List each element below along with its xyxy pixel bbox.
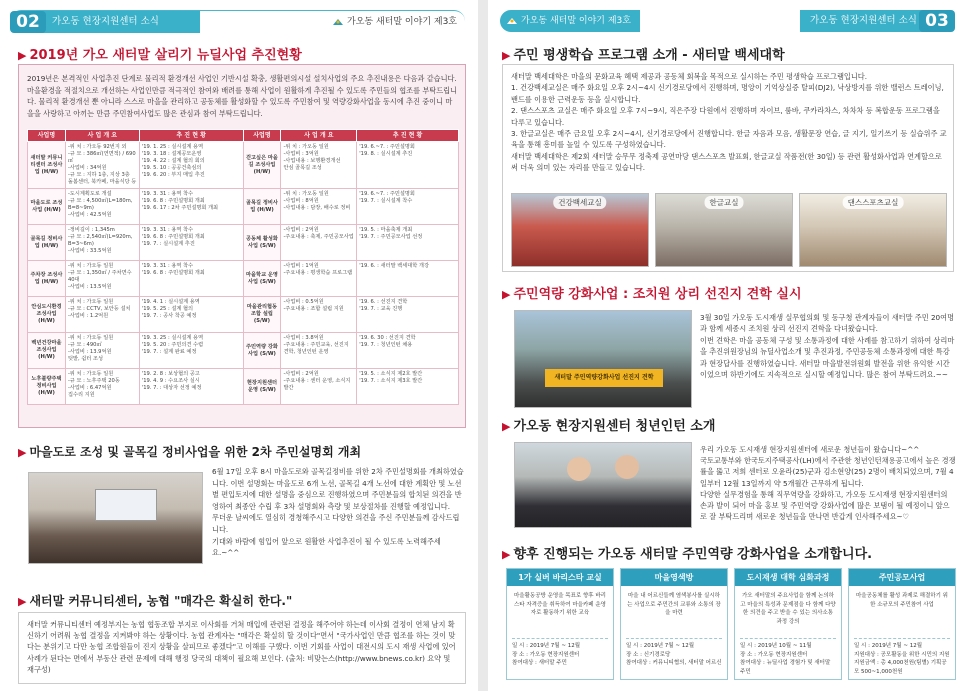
table-header-cell: 사 업 개 요 <box>65 130 139 142</box>
table-body <box>28 142 459 405</box>
table-header-cell: 사 업 개 요 <box>281 130 357 142</box>
program-card-date: 일 시 : 2019년 10월 ~ 11월 <box>740 643 812 649</box>
table-row <box>28 142 459 189</box>
project-status-box <box>18 64 466 428</box>
table-header-cell: 사업명 <box>28 130 66 142</box>
issue-label-text: 가오동 새터말 이야기 제3호 <box>521 16 631 26</box>
program-card-date: 일 시 : 2019년 7월 ~ 12월 <box>626 643 695 649</box>
photo-hangul-class <box>655 193 793 267</box>
program-card-target: 참여대상 : 커뮤니티협의, 새터말 어르신 <box>626 660 722 666</box>
table-cell: 골목길 정비사업 (H/W) <box>243 189 281 225</box>
section-title-text: 새터말 커뮤니티센터, 농협 "매각은 확실히 한다." <box>29 594 293 608</box>
table-header-cell: 추 진 현 황 <box>357 130 459 142</box>
table-cell: -위 치 : 가오동 일원 -사업비 : 3억원 -사업내용 : 보행환경개선 안심 골목길 조성 <box>281 142 357 189</box>
program-card-barista <box>506 568 614 680</box>
program-card-target: 지원금액 : 총 4,000천원(팀별) 기획공모 500~1,000천원 <box>854 660 947 675</box>
table-cell: -사업비 : 0.5억원 -주요내용 : 조합 설립 지원 <box>281 297 357 333</box>
table-cell: -사업비 : 2억원 -주요내용 : 센터 운영, 소식지 발간 <box>281 369 357 405</box>
issue-label <box>332 11 457 33</box>
lifelong-learning-box <box>502 64 954 272</box>
section-title-briefing <box>18 443 361 460</box>
table-cell: '19. 3. 31 : 용역 착수 '19. 6. 8 : 주민설명회 개최 '19. 7. : 실시설계 추진 <box>139 225 243 261</box>
section-title-text: 향후 진행되는 가오동 새터말 주민역량 강화사업을 소개합니다. <box>513 547 873 562</box>
program-card-date: 일 시 : 2019년 7월 ~ 12월 <box>854 643 923 649</box>
photo-caption: 댄스스포츠교실 <box>843 196 904 209</box>
right-header <box>500 10 955 32</box>
table-cell: 마을관리협동조합 설립 (S/W) <box>243 297 281 333</box>
program-card-desc: 마을 내 어르신들께 염색봉사를 실시하는 사업으로 주민간의 교류와 소통의 장을 마련 <box>627 593 721 616</box>
table-cell: -위 치 : 가오동 일원 -규 모 : CCTV, 보안등 설치 -사업비 : 1.2억원 <box>65 297 139 333</box>
table-cell: 안심도시환경 조성사업 (H/W) <box>28 297 66 333</box>
table-cell: '19. 6. : 새터말 백세대학 개강 <box>357 261 459 297</box>
table-row <box>28 297 459 333</box>
program-card-title: 도시재생 대학 심화과정 <box>735 569 841 586</box>
table-cell: 현장지원센터 운영 (S/W) <box>243 369 281 405</box>
briefing-photo <box>28 472 203 564</box>
page-number: 03 <box>919 10 955 32</box>
table-cell: '19. 5. : 마을축제 개최 '19. 7. : 주민공모사업 선정 <box>357 225 459 261</box>
triangle-bullet-icon: ▶ <box>18 446 27 459</box>
lifelong-paragraph: 1. 건강백세교실은 매주 화요일 오후 2시~4시 신기경로당에서 진행하며, 명앙이 기억상실증 탈피(DJ2), 낙상방지를 위한 밸런스 트레이닝, 밴드를 이용한 근력운동 등을 실시합니다. <box>511 83 944 104</box>
issue-label <box>506 10 631 32</box>
field-trip-body: 3월 30일 가오동 도시재생 실무협의회 및 동구청 관계자들이 새터말 주민 20여명과 함께 세종시 조치원 상리 선진지 견학을 다녀왔습니다. 이번 견학은 마을 공동체 구성 및 소통과정에 대한 사례를 참고하기 위하여 상리마을 추진위원장님의 뉴딜사업소개 및 추진과정, 주민공동체 소통과정에 대한 특강과 현장답사를 진행하였습니다. 새터말 마을발전위원회 발전을 위한 유익한 시간이었으며 하반기에도 지속적으로 실시할 예정입니다. 많은 참여 부탁드려요.~~ <box>700 313 955 380</box>
header-title: 가오동 현장지원센터 소식 <box>810 15 917 26</box>
table-cell: '19. 3. 25 : 실시설계 용역 '19. 5. 20 : 주민의견 수렴 '19. 7. : 설계 완료 예정 <box>139 333 243 369</box>
bird-logo-icon <box>332 17 344 27</box>
program-card-info <box>735 639 841 679</box>
table-cell: -사업비 : 2억원 -주요내용 : 축제, 주민공모사업 <box>281 225 357 261</box>
program-card-title: 마을영색방 <box>621 569 727 586</box>
field-trip-photo <box>514 310 692 408</box>
table-cell: -위 치 : 가오동 일원 -규 모 : 노후주택 20동 -사업비 : 6.47억원 집수리 지원 <box>65 369 139 405</box>
projector-screen <box>95 489 157 521</box>
table-header-cell: 사업명 <box>243 130 281 142</box>
program-card-place: 장 소 : 가오동 현장지원센터 <box>512 651 580 658</box>
program-card-place: 장 소 : 가오동 현장지원센터 <box>740 651 808 658</box>
table-cell: -위 치 : 가오동 일원 -사업비 : 8억원 -사업내용 : 담장, 배수로 정비 <box>281 189 357 225</box>
project-status-table <box>27 129 459 405</box>
table-cell: '19. 5. : 소식지 제2호 발간 '19. 7. : 소식지 제3호 발간 <box>357 369 459 405</box>
section-title-text: 가오동 현장지원센터 청년인턴 소개 <box>513 419 716 434</box>
table-cell: '19. 3. 31 : 용역 착수 '19. 6. 8 : 주민설명회 개최 '19. 6. 17 : 2차 주민설명회 개최 <box>139 189 243 225</box>
program-card-title: 주민공모사업 <box>849 569 955 586</box>
field-trip-banner: 새터말 주민역량강화사업 선진지 견학 <box>545 369 663 387</box>
table-cell: 노후불량주택 정비사업 (H/W) <box>28 369 66 405</box>
section-title-text: 2019년 가오 새터말 살리기 뉴딜사업 추진현황 <box>29 48 302 63</box>
triangle-bullet-icon: ▶ <box>502 420 511 433</box>
table-cell: 마을학교 운영사업 (S/W) <box>243 261 281 297</box>
triangle-bullet-icon: ▶ <box>18 595 27 608</box>
table-cell: '19. 3. 31 : 용역 착수 '19. 6. 8 : 주민설명회 개최 <box>139 261 243 297</box>
triangle-bullet-icon: ▶ <box>502 49 511 62</box>
photo-dance-class <box>799 193 947 267</box>
program-card-info <box>507 639 613 671</box>
table-cell: '19. 2. 8 : 보상협의 공고 '19. 4. 9 : 수요조사 실시 '19. 7. : 대상자 선정 예정 <box>139 369 243 405</box>
community-center-body: 새터말 커뮤니티센터 예정부지는 농협 협동조합 부지로 이사회를 거쳐 매입에 관련된 결정을 해주어야 하는데 이사회 결정이 연체 남지 확신하기 어려워 농협 결정을 지켜봐야 하는 상황이다. 농협 관계자는 "매각은 확실히 할 것이다"면서 "국가사업인 만큼 협조를 하는 것이 맞다는 분위기고 다만 농협 조합원들이 진지 상황을 살피므로 좋겠다"고 이해를 구했다. 이번 기회를 사업이 대전시의 도시 재생 사업에 있어 사례가 된다는 면에서 부동산 관련 문제에 대해 행정 당국의 대책이 필요해 보인다. (출처: 비맞는스(http://www.bnews.co.kr) 요약 및 재구성) <box>27 620 456 674</box>
section-title-intern <box>502 415 715 434</box>
lifelong-paragraph: 3. 한글교실은 매주 금요일 오후 2시~4시, 신기경로당에서 진행합니다. 한글 자음과 모음, 생활문장 연습, 글 지기, 일기쓰기 등 실습위주 교육을 통해 흥미를 높일 수 있도록 구성하였습니다. <box>511 129 947 150</box>
table-cell: 걷고싶은 마을길 조성사업 (H/W) <box>243 142 281 189</box>
program-card-date: 일 시 : 2019년 7월 ~ 12월 <box>512 643 581 649</box>
table-cell: '19. 6.~7. : 주민설명회 '19. 7. : 실시설계 착수 <box>357 189 459 225</box>
intern-face-2 <box>615 455 639 479</box>
intern-photo <box>514 442 692 528</box>
table-cell: 골목길 정비사업 (H/W) <box>28 225 66 261</box>
lifelong-paragraph: 새터말 백세대학은 제2회 새터말 승무무 정축제 공연마당 댄스스포츠 발표회, 한글교실 작품전(한 30일) 등 관련 활성화사업과 연계할으로써 더욱 의미 있는 자리를 만들고 있습니다. <box>511 151 942 173</box>
page-number: 02 <box>10 11 46 33</box>
triangle-bullet-icon: ▶ <box>502 288 511 301</box>
program-card-desc: 마을공동체를 활성 과제로 해결하기 위한 소규모의 주민참여 사업 <box>855 593 948 608</box>
table-cell: '19. 6. 30 : 선진지 견학 '19. 7. : 청년인턴 채용 <box>357 333 459 369</box>
table-cell: '19. 6. : 선진지 견학 '19. 7. : 교육 진행 <box>357 297 459 333</box>
table-header-cell: 추 진 현 황 <box>139 130 243 142</box>
lifelong-paragraph: 2. 댄스스포츠 교실은 매주 화요일 오후 7시~9시, 직은주장 다원에서 진행하며 자이브, 룸바, 쿠카라차스, 차차차 등 복합운동 프로그램을 다루고 있습니다. <box>511 106 940 127</box>
bird-logo-icon <box>506 16 518 26</box>
section-title-upcoming <box>502 543 872 562</box>
table-row <box>28 189 459 225</box>
lifelong-paragraph: 새터말 백세대학은 마을의 문화교육 혜택 제공과 공동체 회복을 목적으로 실시하는 주민 평생학습 프로그램입니다. <box>511 72 868 81</box>
program-card-target: 참여대상 : 새터말 주민 <box>512 660 567 666</box>
table-cell: -사업비 : 3.8억원 -주요내용 : 주민교육, 선진지 견학, 청년인턴 운영 <box>281 333 357 369</box>
photo-caption: 건강백세교실 <box>553 196 606 209</box>
table-row <box>28 225 459 261</box>
table-cell: -위 치 : 가오동 92번지 외 -규 모 : 386㎡(연면적) / 690㎡ -사업비 : 34억원 -규 모 : 지하 1층, 지상 3층 돌봄센터, 북카페, 마을식당 등 <box>65 142 139 189</box>
program-card-title: 1가 실버 바리스타 교실 <box>507 569 613 586</box>
program-card-info <box>621 639 727 671</box>
right-page <box>488 0 966 691</box>
table-cell: '19. 1. 25 : 실시설계 용역 '19. 3. 18 : 설계공모운영 '19. 4. 22 : 설계 협의 회의 '19. 5. 10 : 공공건축심의 '19. 6. 20 : 부지 매입 추진 <box>139 142 243 189</box>
table-cell: '19. 6.~7. : 주민설명회 '19. 8. : 실시설계 추진 <box>357 142 459 189</box>
left-header <box>10 10 465 32</box>
section-title-field-trip <box>502 283 802 302</box>
table-cell: 마을도로 조성사업 (H/W) <box>28 189 66 225</box>
header-title: 가오동 현장지원센터 소식 <box>52 16 159 27</box>
section-title-lifelong-learning <box>502 44 785 63</box>
table-row <box>28 333 459 369</box>
triangle-bullet-icon: ▶ <box>18 49 27 62</box>
program-card-target: 참여대상 : 뉴딜사업 경험가 및 새터말 주민 <box>740 660 831 675</box>
program-card-place: 장 소 : 신기경로당 <box>626 651 671 658</box>
briefing-body: 6월 17일 오후 8시 마을도로와 골목길정비를 위한 2차 주민설명회를 개최하였습니다. 이번 설명회는 마을도로 6개 노선, 골목길 4개 노선에 대한 계획안 및 노선별 편입토지에 대한 설명을 중심으로 진행하였으며 주민분들의 합치된 의견을 반영하여 최종안 수립 후 3차 설명회와 측량 및 보상절차를 진행할 예정입니다. 무더운 날씨에도 열심히 경청해주시고 다양한 의견을 주신 주민분들께 감사드립니다. 기대와 바람에 힘입어 앞으로 원활한 사업추진이 될 수 있도록 노력해주세요.~^^ <box>212 467 464 558</box>
program-card-dyeing <box>620 568 728 680</box>
table-row <box>28 369 459 405</box>
section-title-text: 마을도로 조성 및 골목길 정비사업을 위한 2차 주민설명회 개최 <box>29 445 362 459</box>
triangle-bullet-icon: ▶ <box>502 548 511 561</box>
program-card-desc: 마을활동공방 운영을 목표로 향후 바리스타 자격증을 취득하여 마을카페 운영자로 활동하기 위한 교육 <box>513 593 606 616</box>
table-cell: -위 치 : 가오동 일원 -규 모 : 1,350㎡ / 주차면수 40대 -사업비 : 13.5억원 <box>65 261 139 297</box>
program-card-desc: 가오 새터말의 주요사업을 함께 논의하고 마을의 특성과 문제점을 다 함께 다양한 의견을 주고 받을 수 있는 의사소통 과정 강의 <box>740 593 836 625</box>
intern-face-1 <box>567 457 591 481</box>
program-card-info <box>849 639 955 679</box>
table-cell: -위 치 : 가오동 일원 -규 모 : 490㎡ -사업비 : 13.9억원 텃밭, 쉼터 조성 <box>65 333 139 369</box>
section-title-text: 주민역량 강화사업 : 조치원 상리 선진지 견학 실시 <box>513 287 802 302</box>
section-title-text: 주민 평생학습 프로그램 소개 - 새터말 백세대학 <box>513 48 785 63</box>
project-status-intro: 2019년은 본격적인 사업추진 단계로 물리적 환경개선 사업인 기반시설 확충, 생활편의시설 설치사업의 주요 추진내용은 다음과 같습니다. 마을환경을 적절치으로 개선하는 사업인만큼 적극적인 참여와 배려를 통해 사업이 원활하게 추진될 수 있도록 주민들의 협조를 부탁드립니다. 물리적 환경개선 뿐 아니라 스스로 마을을 관리하고 공동체를 활성화할 수 있도록 주민참여 및 역량강화사업을 동시에 추진 중이니 마을을 사랑하고 아끼는 만큼 주민참여사업도 많은 관심과 참여 부탁드립니다. <box>27 74 458 118</box>
table-header-row <box>28 130 459 142</box>
program-card-place: 지원대상 : 공모활동을 위한 시민의 지원 <box>854 651 950 658</box>
left-page <box>0 0 478 691</box>
table-cell: 새터말 커뮤니티센터 조성사업 (H/W) <box>28 142 66 189</box>
table-cell: 주차장 조성사업 (H/W) <box>28 261 66 297</box>
table-cell: -도시계획도로 개설 -규 모 : 4,500㎡(L=180m, B=8~9m) -사업비 : 42.5억원 <box>65 189 139 225</box>
lifelong-learning-body <box>511 71 947 174</box>
community-center-box <box>18 612 466 684</box>
section-title-community-center <box>18 592 292 609</box>
table-cell: '19. 4. 1 : 실시설계 용역 '19. 5. 25 : 설계 협의 '19. 7. : 공사 착공 예정 <box>139 297 243 333</box>
program-card-regen-college <box>734 568 842 680</box>
table-cell: 주민역량 강화사업 (S/W) <box>243 333 281 369</box>
table-row <box>28 261 459 297</box>
program-card-public-contest <box>848 568 956 680</box>
photo-health-class <box>511 193 649 267</box>
page-gutter <box>478 0 488 691</box>
section-title-project-status <box>18 44 302 63</box>
photo-caption: 한글교실 <box>705 196 744 209</box>
table-cell: 백년건강마을 조성사업 (H/W) <box>28 333 66 369</box>
table-cell: -사업비 : 1억원 -주요내용 : 평생학습 프로그램 <box>281 261 357 297</box>
project-status-table-wrap <box>27 129 459 405</box>
issue-label-text: 가오동 새터말 이야기 제3호 <box>347 17 457 27</box>
table-cell: -정비길이 : 1,345m -규 모 : 2,540㎡(L=920m, B=3~6m) -사업비 : 33.5억원 <box>65 225 139 261</box>
intern-body: 우리 가오동 도시재생 현장지원센터에 새로운 청년들이 왔습니다~^^ 국토교통부와 한국토지주택공사(LH)에서 주관한 청년인턴채용공고에서 높은 경쟁률을 뚫고 저희 센터로 오윤라(25)군과 김소현양(25) 2명이 배치되었으며, 7월 4일부터 12월 13일까지 약 5개월간 근무하게 됩니다. 다양한 실무경험을 통해 직무역량을 강화하고, 가오동 도시재생 현장지원센터의 손과 발이 되어 마을 홍보 및 주민역량 강화사업에 많은 보탬이 될 예정이니 앞으로 잘 부탁드리며 새로운 청년들을 만나면 반갑게 인사해주세요~♡ <box>700 445 956 522</box>
table-cell: 공동체 활성화사업 (S/W) <box>243 225 281 261</box>
